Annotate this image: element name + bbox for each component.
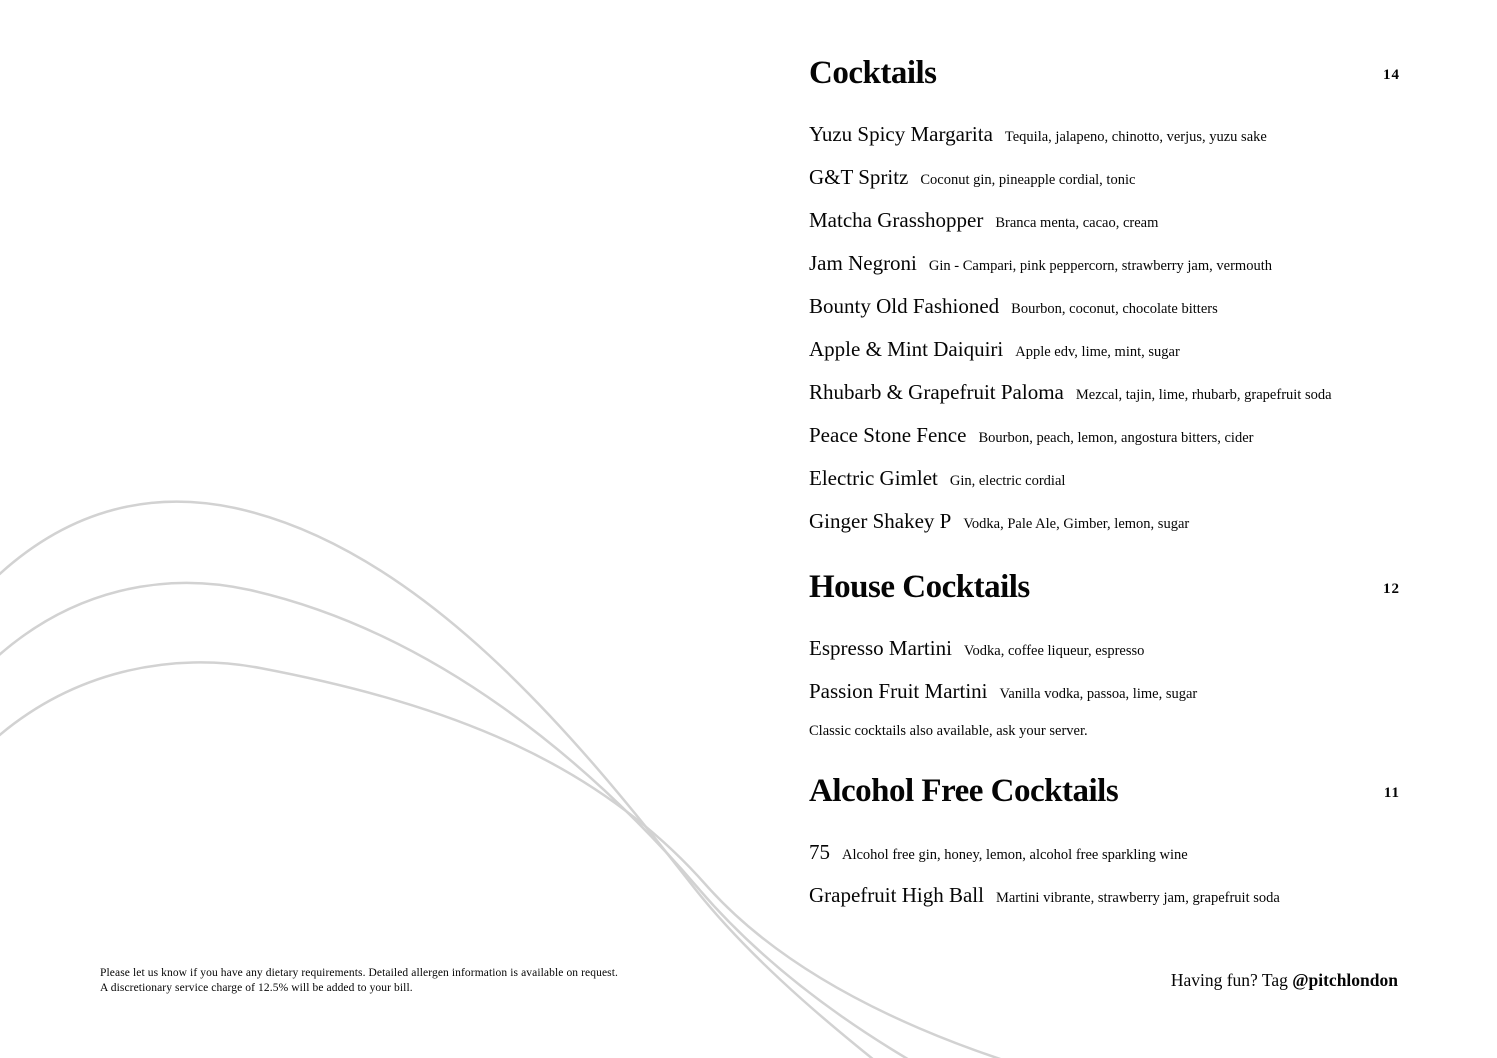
menu-item	[809, 635, 1400, 664]
item-description: Bourbon, coconut, chocolate bitters	[1011, 301, 1218, 317]
section-header	[809, 569, 1400, 605]
menu-item	[809, 336, 1400, 365]
menu-item	[809, 839, 1400, 868]
item-description: Branca menta, cacao, cream	[995, 215, 1159, 231]
item-description: Mezcal, tajin, lime, rhubarb, grapefruit soda	[1075, 387, 1332, 403]
menu-item	[809, 121, 1400, 150]
section-items	[809, 839, 1400, 911]
item-name: 75	[809, 840, 830, 864]
item-name: Rhubarb & Grapefruit Paloma	[809, 380, 1064, 404]
menu-section	[809, 55, 1400, 537]
item-name: Matcha Grasshopper	[809, 208, 984, 232]
social-tag-line	[1171, 969, 1398, 991]
item-name: Passion Fruit Martini	[809, 679, 988, 703]
section-items	[809, 121, 1400, 537]
item-description: Apple edv, lime, mint, sugar	[1015, 344, 1180, 360]
section-price: 14	[1383, 66, 1400, 83]
section-note: Classic cocktails also available, ask your server.	[809, 723, 1088, 739]
menu-item	[809, 422, 1400, 451]
item-description: Gin - Campari, pink peppercorn, strawberry jam, vermouth	[928, 258, 1272, 274]
item-description: Coconut gin, pineapple cordial, tonic	[920, 172, 1136, 188]
section-header	[809, 773, 1400, 809]
item-name: Bounty Old Fashioned	[809, 294, 1000, 318]
dietary-note-line1: Please let us know if you have any dietary requirements. Detailed allergen information is available on request.	[100, 967, 619, 979]
item-name: G&T Spritz	[809, 165, 909, 189]
item-name: Jam Negroni	[809, 251, 917, 275]
section-price: 11	[1383, 784, 1400, 801]
menu-item	[809, 207, 1400, 236]
item-description: Vodka, coffee liqueur, espresso	[963, 643, 1145, 659]
section-header	[809, 55, 1400, 91]
dietary-note-line2: A discretionary service charge of 12.5% will be added to your bill.	[100, 981, 413, 994]
item-description: Martini vibrante, strawberry jam, grapefruit soda	[995, 890, 1280, 906]
item-name: Peace Stone Fence	[809, 423, 967, 447]
item-name: Ginger Shakey P	[809, 509, 952, 533]
section-title: House Cocktails	[809, 569, 1030, 605]
social-handle: @pitchlondon	[1292, 970, 1398, 990]
section-price: 12	[1383, 580, 1400, 597]
item-description: Tequila, jalapeno, chinotto, verjus, yuzu sake	[1004, 129, 1267, 145]
item-description: Vodka, Pale Ale, Gimber, lemon, sugar	[963, 516, 1190, 532]
item-name: Electric Gimlet	[809, 466, 938, 490]
item-description: Bourbon, peach, lemon, angostura bitters, cider	[978, 430, 1254, 446]
menu-sections	[809, 55, 1400, 925]
menu-item	[809, 379, 1400, 408]
social-tag-prefix: Having fun? Tag	[1170, 970, 1293, 990]
item-name: Grapefruit High Ball	[809, 883, 984, 907]
menu-item	[809, 678, 1400, 707]
menu-section	[809, 569, 1400, 741]
menu-item	[809, 465, 1400, 494]
menu-item	[809, 250, 1400, 279]
item-name: Espresso Martini	[809, 636, 952, 660]
item-description: Vanilla vodka, passoa, lime, sugar	[999, 686, 1198, 702]
menu-item	[809, 882, 1400, 911]
menu-item	[809, 508, 1400, 537]
menu-item	[809, 293, 1400, 322]
item-name: Apple & Mint Daiquiri	[809, 337, 1004, 361]
item-description: Gin, electric cordial	[949, 473, 1066, 489]
menu-item	[809, 164, 1400, 193]
item-description: Alcohol free gin, honey, lemon, alcohol free sparkling wine	[842, 847, 1188, 863]
section-title: Alcohol Free Cocktails	[809, 773, 1119, 809]
section-title: Cocktails	[809, 55, 937, 91]
item-name: Yuzu Spicy Margarita	[809, 122, 993, 146]
dietary-note	[100, 966, 618, 995]
section-items	[809, 635, 1400, 707]
menu-section	[809, 773, 1400, 911]
